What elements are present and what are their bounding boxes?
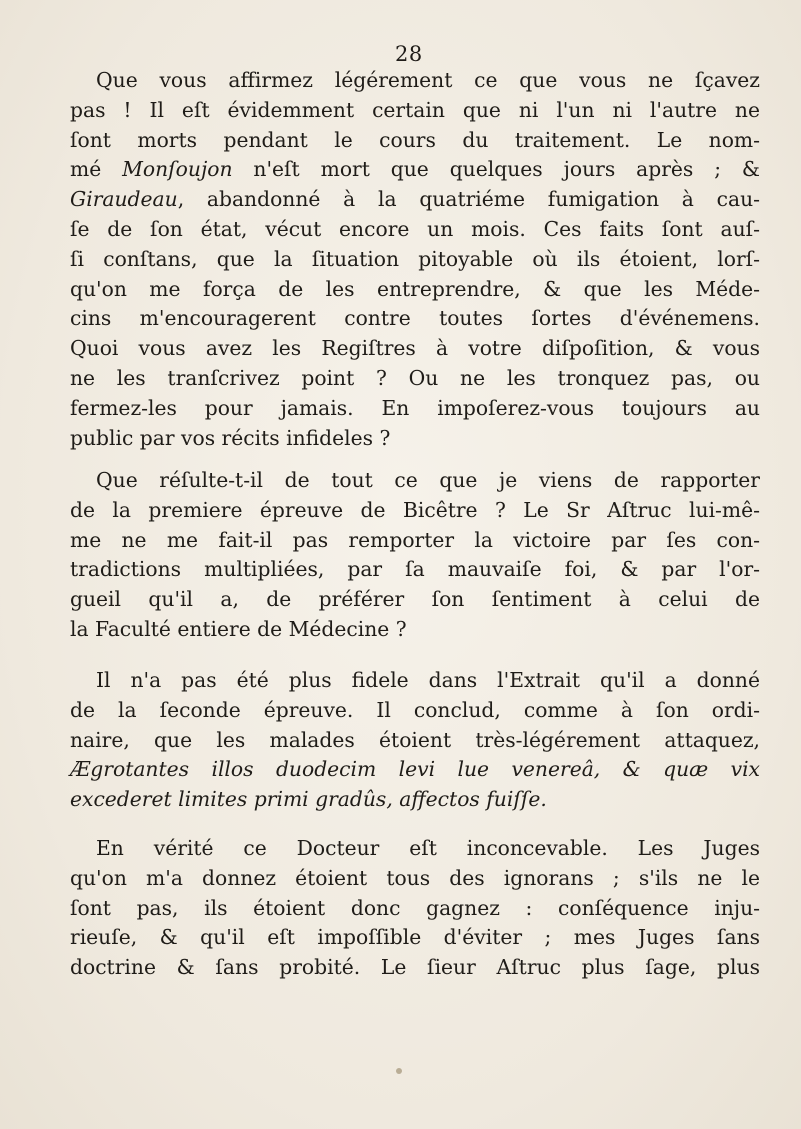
text-line: naire, que les malades étoient très-légérement attaquez, (70, 727, 760, 752)
text-line: Ægrotantes illos duodecim levi lue venereâ, & quæ vix (70, 757, 760, 782)
text-line: Il n'a pas été plus fidele dans l'Extrait qu'il a donné (96, 668, 760, 692)
text-line: fermez-les pour jamais. En impoſerez-vous toujours au (70, 395, 760, 420)
text-line: Quoi vous avez les Regiſtres à votre diſpoſition, & vous (70, 336, 760, 361)
text-line: Giraudeau, abandonné à la quatriéme fumigation à cau- (70, 187, 760, 212)
text-line: excederet limites primi gradûs, affectos fuiſſe. (70, 787, 547, 812)
text-line: En vérité ce Docteur eſt inconcevable. Les Juges (96, 836, 760, 860)
text-line: ſe de ſon état, vécut encore un mois. Ces faits ſont auſ- (70, 216, 760, 241)
text-line: Que réſulte-t-il de tout ce que je viens de rapporter (96, 468, 760, 492)
text-line: ſont pas, ils étoient donc gagnez : conſéquence inju- (70, 895, 760, 920)
text-line: ne les tranſcrivez point ? Ou ne les tronquez pas, ou (70, 365, 760, 390)
text-line: public par vos récits infideles ? (70, 425, 391, 450)
paragraph-2 (70, 466, 760, 645)
text-line: de la premiere épreuve de Bicêtre ? Le Sr Aſtruc lui-mê- (70, 497, 760, 522)
text-line: cins m'encouragerent contre toutes ſortes d'événemens. (70, 306, 760, 331)
paragraph-3 (70, 666, 760, 815)
text-line: de la ſeconde épreuve. Il conclud, comme à ſon ordi- (70, 697, 760, 722)
text-line: pas ! Il eſt évidemment certain que ni l'un ni l'autre ne (70, 97, 760, 122)
text-line: gueil qu'il a, de préférer ſon ſentiment à celui de (70, 587, 760, 612)
text-line: ſont morts pendant le cours du traitement. Le nom- (70, 127, 760, 152)
ink-spot-ornament (396, 1068, 402, 1074)
text-line: la Faculté entiere de Médecine ? (70, 616, 407, 641)
text-line: Que vous affirmez légérement ce que vous ne ſçavez (96, 68, 760, 92)
text-line: qu'on me força de les entreprendre, & que les Méde- (70, 276, 760, 301)
text-line: me ne me fait-il pas remporter la victoire par ſes con- (70, 527, 760, 552)
text-line: qu'on m'a donnez étoient tous des ignorans ; s'ils ne le (70, 865, 760, 890)
text-line: ſi conſtans, que la ſituation pitoyable où ils étoient, lorſ- (70, 246, 760, 271)
text-line: tradictions multipliées, par ſa mauvaiſe foi, & par l'or- (70, 557, 760, 582)
text-line: doctrine & ſans probité. Le ſieur Aſtruc plus ſage, plus (70, 955, 760, 980)
text-line: rieuſe, & qu'il eſt impoſſible d'éviter ; mes Juges ſans (70, 925, 760, 950)
paragraph-4 (70, 834, 760, 983)
page-number: 28 (395, 42, 423, 66)
paragraph-1 (70, 66, 760, 453)
text-line: mé Monſoujon n'eſt mort que quelques jours après ; & (70, 157, 760, 182)
